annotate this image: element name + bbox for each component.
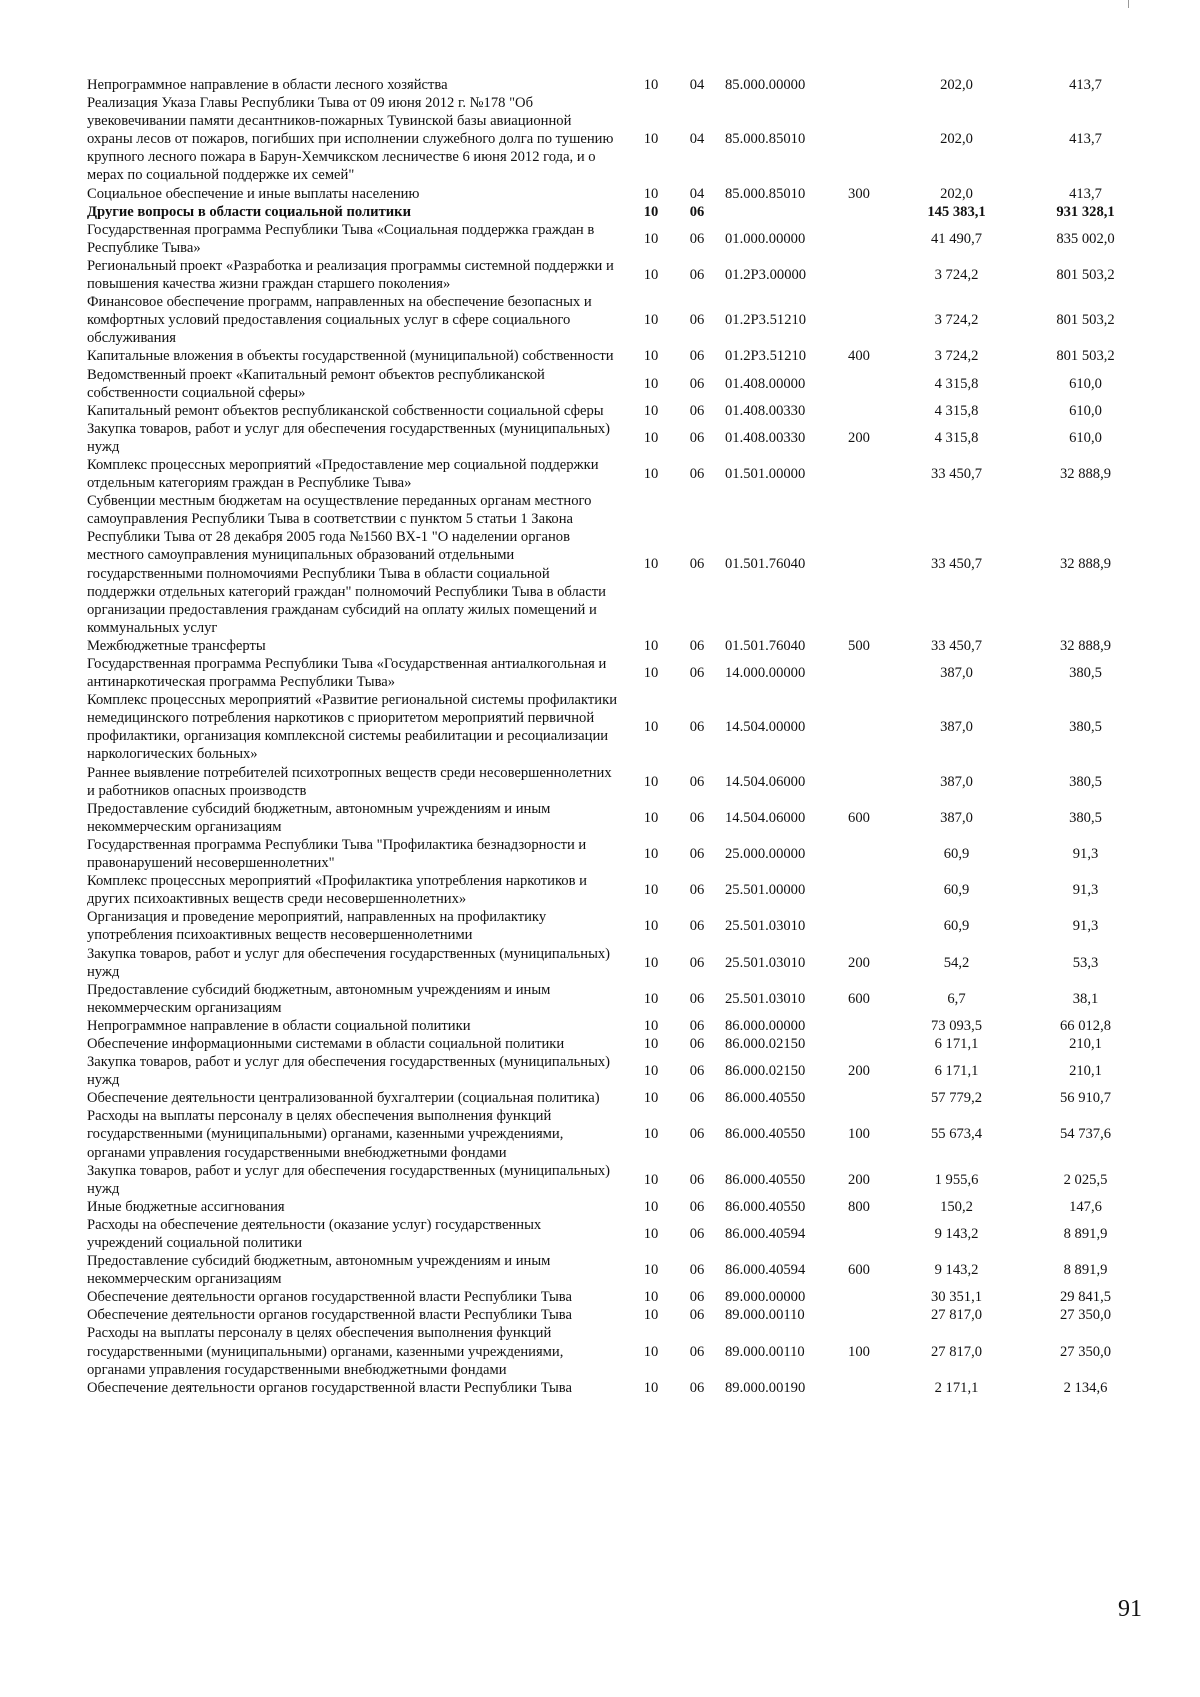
section-code: 10 bbox=[643, 131, 659, 148]
amount-year-1: 4 315,8 bbox=[934, 402, 979, 419]
subsection-code: 06 bbox=[689, 1262, 705, 1279]
subsection-code: 06 bbox=[689, 1343, 705, 1360]
table-row bbox=[87, 1198, 1147, 1216]
amount-year-1: 6 171,1 bbox=[934, 1035, 979, 1052]
target-article-code: 86.000.40550 bbox=[725, 1198, 806, 1215]
row-name: Комплекс процессных мероприятий «Предоставление мер социальной поддержки отдельным категориям граждан в Республике Тыва» bbox=[87, 456, 599, 492]
target-article-code: 86.000.40550 bbox=[725, 1126, 806, 1143]
subsection-code: 06 bbox=[689, 990, 705, 1007]
table-row bbox=[87, 402, 1147, 420]
subsection-code: 06 bbox=[689, 1289, 705, 1306]
amount-year-2: 413,7 bbox=[1069, 77, 1102, 93]
amount-year-1: 150,2 bbox=[940, 1198, 973, 1215]
amount-year-1: 145 383,1 bbox=[927, 203, 986, 220]
table-row bbox=[87, 1017, 1147, 1035]
expense-type-code bbox=[829, 691, 889, 763]
amount-year-2: 610,0 bbox=[1069, 429, 1102, 446]
row-name: Социальное обеспечение и иные выплаты населению bbox=[87, 185, 420, 202]
amount-year-1: 3 724,2 bbox=[934, 348, 979, 365]
amount-year-1: 33 450,7 bbox=[930, 637, 983, 654]
subsection-code: 06 bbox=[689, 809, 705, 826]
table-row bbox=[87, 492, 1147, 637]
expense-type-code bbox=[829, 1216, 889, 1252]
expense-type-code bbox=[829, 655, 889, 691]
amount-year-1: 387,0 bbox=[940, 719, 973, 736]
target-article-code: 86.000.40594 bbox=[725, 1262, 806, 1279]
expense-type-code bbox=[829, 1035, 889, 1053]
section-code: 10 bbox=[643, 1063, 659, 1080]
amount-year-1: 9 143,2 bbox=[934, 1225, 979, 1242]
table-row bbox=[87, 1216, 1147, 1252]
target-article-code: 89.000.00110 bbox=[725, 1343, 805, 1360]
section-code: 10 bbox=[643, 1379, 659, 1396]
subsection-code: 06 bbox=[689, 266, 705, 283]
target-article-code: 14.504.06000 bbox=[725, 809, 806, 826]
expense-type-code bbox=[829, 764, 889, 800]
expense-type-code bbox=[829, 293, 889, 347]
table-row bbox=[87, 1252, 1147, 1288]
amount-year-1: 3 724,2 bbox=[934, 312, 979, 329]
subsection-code: 06 bbox=[689, 1126, 705, 1143]
target-article-code: 01.2P3.51210 bbox=[725, 312, 807, 329]
amount-year-1: 30 351,1 bbox=[930, 1289, 983, 1306]
table-row bbox=[87, 637, 1147, 655]
target-article-code: 25.501.03010 bbox=[725, 990, 806, 1007]
expense-type-code bbox=[829, 1089, 889, 1107]
amount-year-2: 610,0 bbox=[1069, 402, 1102, 419]
expense-type-code: 200 bbox=[848, 429, 870, 446]
section-code: 10 bbox=[643, 845, 659, 862]
table-row bbox=[87, 94, 1147, 184]
section-code: 10 bbox=[643, 665, 659, 682]
target-article-code: 01.501.76040 bbox=[725, 637, 806, 654]
subsection-code: 06 bbox=[689, 1063, 705, 1080]
amount-year-1: 2 171,1 bbox=[934, 1379, 979, 1396]
expense-type-code: 100 bbox=[848, 1126, 870, 1143]
row-name: Обеспечение деятельности централизованной бухгалтерии (социальная политика) bbox=[87, 1090, 600, 1107]
table-row bbox=[87, 1089, 1147, 1107]
subsection-code: 06 bbox=[689, 466, 705, 483]
table-row bbox=[87, 1324, 1147, 1378]
amount-year-2: 380,5 bbox=[1069, 809, 1102, 826]
target-article-code: 86.000.02150 bbox=[725, 1035, 806, 1052]
amount-year-1: 4 315,8 bbox=[934, 429, 979, 446]
amount-year-1: 387,0 bbox=[940, 665, 973, 682]
amount-year-2: 29 841,5 bbox=[1059, 1289, 1112, 1306]
amount-year-2: 2 134,6 bbox=[1063, 1379, 1108, 1396]
row-name: Реализация Указа Главы Республики Тыва от 09 июня 2012 г. №178 "Об увековечивании памяти десантников-пожарных Тувинской базы авиационной охраны лесов от пожаров, погибших при исполнении служебного долга по тушению крупного лесного пожара в Барун-Хемчикском лесничестве 6 июня 2012 года, и о мерах по социальной поддержке их семей" bbox=[87, 95, 614, 184]
row-name: Предоставление субсидий бюджетным, автономным учреждениям и иным некоммерческим организациям bbox=[87, 800, 551, 835]
target-article-code: 89.000.00110 bbox=[725, 1307, 805, 1324]
table-row bbox=[87, 1306, 1147, 1324]
amount-year-2: 413,7 bbox=[1069, 131, 1102, 148]
target-article-code: 86.000.40594 bbox=[725, 1225, 806, 1242]
amount-year-2: 32 888,9 bbox=[1059, 556, 1112, 573]
row-name: Закупка товаров, работ и услуг для обеспечения государственных (муниципальных) нужд bbox=[87, 945, 611, 980]
target-article-code: 14.504.00000 bbox=[725, 719, 806, 736]
expense-type-code bbox=[829, 908, 889, 944]
section-code: 10 bbox=[643, 1126, 659, 1143]
amount-year-1: 27 817,0 bbox=[930, 1343, 983, 1360]
expense-type-code bbox=[829, 1306, 889, 1324]
expense-type-code bbox=[829, 872, 889, 908]
section-code: 10 bbox=[643, 954, 659, 971]
amount-year-1: 73 093,5 bbox=[930, 1017, 983, 1034]
row-name: Другие вопросы в области социальной политики bbox=[87, 203, 411, 220]
target-article-code: 89.000.00190 bbox=[725, 1379, 806, 1396]
section-code: 10 bbox=[643, 466, 659, 483]
amount-year-1: 57 779,2 bbox=[930, 1090, 983, 1107]
amount-year-2: 801 503,2 bbox=[1056, 266, 1115, 283]
table-row bbox=[87, 257, 1147, 293]
target-article-code: 25.501.03010 bbox=[725, 954, 806, 971]
amount-year-1: 202,0 bbox=[940, 185, 973, 202]
amount-year-2: 210,1 bbox=[1069, 1035, 1102, 1052]
row-name: Иные бюджетные ассигнования bbox=[87, 1198, 285, 1215]
amount-year-2: 66 012,8 bbox=[1059, 1017, 1112, 1034]
section-code: 10 bbox=[643, 1035, 659, 1052]
target-article-code: 86.000.40550 bbox=[725, 1090, 806, 1107]
row-name: Непрограммное направление в области социальной политики bbox=[87, 1017, 471, 1034]
row-name: Расходы на выплаты персоналу в целях обеспечения выполнения функций государственными (муниципальными) органами, казенными учреждениями, органами управления государственными внебюджетными фондами bbox=[87, 1108, 564, 1161]
section-code: 10 bbox=[643, 77, 659, 93]
section-code: 10 bbox=[643, 719, 659, 736]
section-code: 10 bbox=[643, 1343, 659, 1360]
amount-year-2: 210,1 bbox=[1069, 1063, 1102, 1080]
amount-year-2: 8 891,9 bbox=[1063, 1225, 1108, 1242]
amount-year-1: 33 450,7 bbox=[930, 556, 983, 573]
row-name: Закупка товаров, работ и услуг для обеспечения государственных (муниципальных) нужд bbox=[87, 420, 611, 455]
amount-year-1: 6,7 bbox=[947, 990, 966, 1007]
expense-type-code bbox=[829, 1288, 889, 1306]
expense-type-code bbox=[829, 76, 889, 94]
amount-year-1: 387,0 bbox=[940, 809, 973, 826]
section-code: 10 bbox=[643, 1307, 659, 1324]
row-name: Предоставление субсидий бюджетным, автономным учреждениям и иным некоммерческим организациям bbox=[87, 1253, 551, 1288]
expense-type-code bbox=[829, 203, 889, 221]
table-row bbox=[87, 456, 1147, 492]
table-row bbox=[87, 221, 1147, 257]
expense-type-code: 200 bbox=[848, 1063, 870, 1080]
section-code: 10 bbox=[643, 185, 659, 202]
expense-type-code bbox=[829, 836, 889, 872]
amount-year-2: 801 503,2 bbox=[1056, 348, 1115, 365]
target-article-code: 86.000.00000 bbox=[725, 1017, 806, 1034]
amount-year-1: 27 817,0 bbox=[930, 1307, 983, 1324]
subsection-code: 06 bbox=[689, 845, 705, 862]
target-article-code: 14.504.06000 bbox=[725, 773, 806, 790]
row-name: Закупка товаров, работ и услуг для обеспечения государственных (муниципальных) нужд bbox=[87, 1162, 611, 1197]
amount-year-1: 60,9 bbox=[943, 882, 970, 899]
amount-year-1: 4 315,8 bbox=[934, 375, 979, 392]
target-article-code: 01.501.76040 bbox=[725, 556, 806, 573]
table-row bbox=[87, 1379, 1147, 1397]
expense-type-code: 100 bbox=[848, 1343, 870, 1360]
table-row bbox=[87, 691, 1147, 763]
page-number: 91 bbox=[1118, 1596, 1142, 1622]
row-name: Организация и проведение мероприятий, направленных на профилактику употребления психоактивных веществ несовершеннолетними bbox=[87, 909, 547, 944]
subsection-code: 06 bbox=[689, 954, 705, 971]
amount-year-1: 9 143,2 bbox=[934, 1262, 979, 1279]
section-code: 10 bbox=[643, 918, 659, 935]
section-code: 10 bbox=[643, 882, 659, 899]
target-article-code: 01.501.00000 bbox=[725, 466, 806, 483]
section-code: 10 bbox=[643, 230, 659, 247]
amount-year-1: 1 955,6 bbox=[934, 1171, 979, 1188]
amount-year-2: 801 503,2 bbox=[1056, 312, 1115, 329]
row-name: Раннее выявление потребителей психотропных веществ среди несовершеннолетних и работников опасных производств bbox=[87, 764, 612, 799]
expense-type-code: 800 bbox=[848, 1198, 870, 1215]
row-name: Финансовое обеспечение программ, направленных на обеспечение безопасных и комфортных условий предоставления социальных услуг в сфере социального обслуживания bbox=[87, 294, 592, 347]
target-article-code: 25.501.00000 bbox=[725, 882, 806, 899]
amount-year-2: 413,7 bbox=[1069, 185, 1102, 202]
amount-year-2: 835 002,0 bbox=[1056, 230, 1115, 247]
expense-type-code: 600 bbox=[848, 1262, 870, 1279]
section-code: 10 bbox=[643, 312, 659, 329]
expense-type-code bbox=[829, 366, 889, 402]
amount-year-2: 8 891,9 bbox=[1063, 1262, 1108, 1279]
subsection-code: 06 bbox=[689, 1171, 705, 1188]
expense-type-code bbox=[829, 492, 889, 637]
section-code: 10 bbox=[643, 1171, 659, 1188]
target-article-code: 86.000.40550 bbox=[725, 1171, 806, 1188]
subsection-code: 06 bbox=[689, 203, 705, 220]
expense-type-code: 300 bbox=[848, 185, 870, 202]
subsection-code: 06 bbox=[689, 637, 705, 654]
amount-year-1: 33 450,7 bbox=[930, 466, 983, 483]
section-code: 10 bbox=[643, 1225, 659, 1242]
row-name: Расходы на выплаты персоналу в целях обеспечения выполнения функций государственными (муниципальными) органами, казенными учреждениями, органами управления государственными внебюджетными фондами bbox=[87, 1325, 564, 1378]
amount-year-1: 60,9 bbox=[943, 918, 970, 935]
table-row bbox=[87, 908, 1147, 944]
table-row bbox=[87, 185, 1147, 203]
subsection-code: 06 bbox=[689, 375, 705, 392]
subsection-code: 06 bbox=[689, 1307, 705, 1324]
subsection-code: 06 bbox=[689, 348, 705, 365]
expense-type-code bbox=[829, 221, 889, 257]
target-article-code: 89.000.00000 bbox=[725, 1289, 806, 1306]
target-article-code: 85.000.85010 bbox=[725, 185, 806, 202]
target-article-code: 14.000.00000 bbox=[725, 665, 806, 682]
row-name: Межбюджетные трансферты bbox=[87, 637, 266, 654]
subsection-code: 06 bbox=[689, 918, 705, 935]
subsection-code: 06 bbox=[689, 230, 705, 247]
section-code: 10 bbox=[643, 809, 659, 826]
amount-year-2: 54 737,6 bbox=[1059, 1126, 1112, 1143]
subsection-code: 06 bbox=[689, 556, 705, 573]
table-row bbox=[87, 836, 1147, 872]
subsection-code: 04 bbox=[689, 77, 705, 93]
row-name: Закупка товаров, работ и услуг для обеспечения государственных (муниципальных) нужд bbox=[87, 1054, 611, 1089]
row-name: Государственная программа Республики Тыва «Социальная поддержка граждан в Республике Тыва» bbox=[87, 221, 595, 256]
table-row bbox=[87, 347, 1147, 365]
target-article-code: 01.408.00330 bbox=[725, 402, 806, 419]
table-row bbox=[87, 1035, 1147, 1053]
expense-type-code bbox=[829, 402, 889, 420]
row-name: Государственная программа Республики Тыва «Государственная антиалкогольная и антинаркотическая программа Республики Тыва» bbox=[87, 656, 607, 691]
row-name: Региональный проект «Разработка и реализация программы системной поддержки и повышения качества жизни граждан старшего поколения» bbox=[87, 257, 614, 293]
subsection-code: 06 bbox=[689, 1090, 705, 1107]
table-row bbox=[87, 945, 1147, 981]
subsection-code: 06 bbox=[689, 1017, 705, 1034]
amount-year-2: 91,3 bbox=[1072, 882, 1099, 899]
table-row bbox=[87, 1107, 1147, 1161]
section-code: 10 bbox=[643, 1090, 659, 1107]
row-name: Обеспечение деятельности органов государственной власти Республики Тыва bbox=[87, 1289, 572, 1306]
section-code: 10 bbox=[643, 266, 659, 283]
amount-year-2: 380,5 bbox=[1069, 773, 1102, 790]
subsection-code: 06 bbox=[689, 773, 705, 790]
row-name: Непрограммное направление в области лесного хозяйства bbox=[87, 77, 448, 93]
table-row bbox=[87, 872, 1147, 908]
amount-year-1: 55 673,4 bbox=[930, 1126, 983, 1143]
expense-type-code: 500 bbox=[848, 637, 870, 654]
section-code: 10 bbox=[643, 1017, 659, 1034]
section-code: 10 bbox=[643, 637, 659, 654]
subsection-code: 06 bbox=[689, 312, 705, 329]
budget-table bbox=[87, 76, 1147, 1397]
subsection-code: 06 bbox=[689, 429, 705, 446]
amount-year-2: 56 910,7 bbox=[1059, 1090, 1112, 1107]
table-row bbox=[87, 293, 1147, 347]
row-name: Субвенции местным бюджетам на осуществление переданных органам местного самоуправления Республики Тыва в соответствии с пунктом 5 статьи 1 Закона Республики Тыва от 28 декабря 2005 года №1560 ВХ-1 "О наделении органов местного самоуправления муниципальных образований отдельными государственными полномочиями Республики Тыва в области социальной поддержки отдельных категорий граждан" полномочий Республики Тыва в области организации предоставления гражданам субсидий на оплату жилых помещений и коммунальных услуг bbox=[87, 493, 606, 636]
table-row bbox=[87, 76, 1147, 94]
subsection-code: 06 bbox=[689, 1198, 705, 1215]
amount-year-2: 91,3 bbox=[1072, 845, 1099, 862]
row-name: Государственная программа Республики Тыва "Профилактика безнадзорности и правонарушений несовершеннолетних" bbox=[87, 836, 587, 872]
amount-year-2: 147,6 bbox=[1069, 1198, 1102, 1215]
section-code: 10 bbox=[643, 1198, 659, 1215]
target-article-code: 01.408.00000 bbox=[725, 375, 806, 392]
subsection-code: 06 bbox=[689, 719, 705, 736]
section-code: 10 bbox=[643, 1289, 659, 1306]
expense-type-code: 200 bbox=[848, 954, 870, 971]
amount-year-2: 27 350,0 bbox=[1059, 1307, 1112, 1324]
amount-year-2: 380,5 bbox=[1069, 665, 1102, 682]
table-row bbox=[87, 1162, 1147, 1198]
subsection-code: 06 bbox=[689, 402, 705, 419]
target-article-code: 25.000.00000 bbox=[725, 845, 806, 862]
amount-year-2: 2 025,5 bbox=[1063, 1171, 1108, 1188]
amount-year-2: 91,3 bbox=[1072, 918, 1099, 935]
table-row bbox=[87, 764, 1147, 800]
amount-year-1: 387,0 bbox=[940, 773, 973, 790]
subsection-code: 04 bbox=[689, 131, 705, 148]
expense-type-code bbox=[829, 257, 889, 293]
row-name: Капитальный ремонт объектов республиканской собственности социальной сферы bbox=[87, 402, 604, 419]
row-name: Расходы на обеспечение деятельности (оказание услуг) государственных учреждений социальной политики bbox=[87, 1216, 542, 1251]
target-article-code bbox=[717, 203, 829, 221]
subsection-code: 06 bbox=[689, 1225, 705, 1242]
target-article-code: 01.408.00330 bbox=[725, 429, 806, 446]
amount-year-1: 202,0 bbox=[940, 77, 973, 93]
table-row bbox=[87, 800, 1147, 836]
amount-year-1: 3 724,2 bbox=[934, 266, 979, 283]
row-name: Ведомственный проект «Капитальный ремонт объектов республиканской собственности социальной сферы» bbox=[87, 366, 545, 401]
amount-year-2: 931 328,1 bbox=[1056, 203, 1115, 220]
amount-year-2: 38,1 bbox=[1072, 990, 1099, 1007]
subsection-code: 06 bbox=[689, 1379, 705, 1396]
target-article-code: 85.000.00000 bbox=[725, 77, 806, 93]
amount-year-2: 32 888,9 bbox=[1059, 637, 1112, 654]
section-code: 10 bbox=[643, 348, 659, 365]
subsection-code: 06 bbox=[689, 1035, 705, 1052]
section-code: 10 bbox=[643, 375, 659, 392]
amount-year-1: 202,0 bbox=[940, 131, 973, 148]
amount-year-2: 610,0 bbox=[1069, 375, 1102, 392]
amount-year-1: 6 171,1 bbox=[934, 1063, 979, 1080]
row-name: Обеспечение информационными системами в области социальной политики bbox=[87, 1035, 565, 1052]
expense-type-code: 400 bbox=[848, 348, 870, 365]
row-name: Комплекс процессных мероприятий «Профилактика употребления наркотиков и других психоактивных веществ среди несовершеннолетних» bbox=[87, 873, 587, 908]
amount-year-1: 54,2 bbox=[943, 954, 970, 971]
expense-type-code bbox=[829, 1017, 889, 1035]
amount-year-2: 380,5 bbox=[1069, 719, 1102, 736]
table-row bbox=[87, 1053, 1147, 1089]
amount-year-1: 60,9 bbox=[943, 845, 970, 862]
section-code: 10 bbox=[643, 203, 659, 220]
row-name: Предоставление субсидий бюджетным, автономным учреждениям и иным некоммерческим организациям bbox=[87, 981, 551, 1016]
row-name: Обеспечение деятельности органов государственной власти Республики Тыва bbox=[87, 1307, 572, 1324]
scan-edge-mark bbox=[1128, 0, 1129, 8]
subsection-code: 04 bbox=[689, 185, 705, 202]
target-article-code: 01.2P3.00000 bbox=[725, 266, 807, 283]
row-name: Капитальные вложения в объекты государственной (муниципальной) собственности bbox=[87, 348, 614, 365]
table-row bbox=[87, 420, 1147, 456]
amount-year-1: 41 490,7 bbox=[930, 230, 983, 247]
expense-type-code: 200 bbox=[848, 1171, 870, 1188]
amount-year-2: 27 350,0 bbox=[1059, 1343, 1112, 1360]
section-code: 10 bbox=[643, 990, 659, 1007]
expense-type-code: 600 bbox=[848, 990, 870, 1007]
expense-type-code bbox=[829, 1379, 889, 1397]
amount-year-2: 53,3 bbox=[1072, 954, 1099, 971]
section-code: 10 bbox=[643, 773, 659, 790]
table-row bbox=[87, 655, 1147, 691]
section-code: 10 bbox=[643, 1262, 659, 1279]
subsection-code: 06 bbox=[689, 665, 705, 682]
expense-type-code bbox=[829, 94, 889, 184]
table-row bbox=[87, 981, 1147, 1017]
amount-year-2: 32 888,9 bbox=[1059, 466, 1112, 483]
section-code: 10 bbox=[643, 402, 659, 419]
expense-type-code: 600 bbox=[848, 809, 870, 826]
row-name: Комплекс процессных мероприятий «Развитие региональной системы профилактики немедицинского потребления наркотиков с приоритетом мероприятий первичной профилактики, организация комплексной системы реабилитации и ресоциализации наркологических больных» bbox=[87, 692, 618, 763]
section-code: 10 bbox=[643, 556, 659, 573]
table-row bbox=[87, 366, 1147, 402]
subsection-code: 06 bbox=[689, 882, 705, 899]
target-article-code: 01.2P3.51210 bbox=[725, 348, 807, 365]
table-row bbox=[87, 1288, 1147, 1306]
target-article-code: 86.000.02150 bbox=[725, 1063, 806, 1080]
target-article-code: 85.000.85010 bbox=[725, 131, 806, 148]
expense-type-code bbox=[829, 456, 889, 492]
row-name: Обеспечение деятельности органов государственной власти Республики Тыва bbox=[87, 1379, 572, 1396]
target-article-code: 01.000.00000 bbox=[725, 230, 806, 247]
section-code: 10 bbox=[643, 429, 659, 446]
target-article-code: 25.501.03010 bbox=[725, 918, 806, 935]
table-row bbox=[87, 203, 1147, 221]
